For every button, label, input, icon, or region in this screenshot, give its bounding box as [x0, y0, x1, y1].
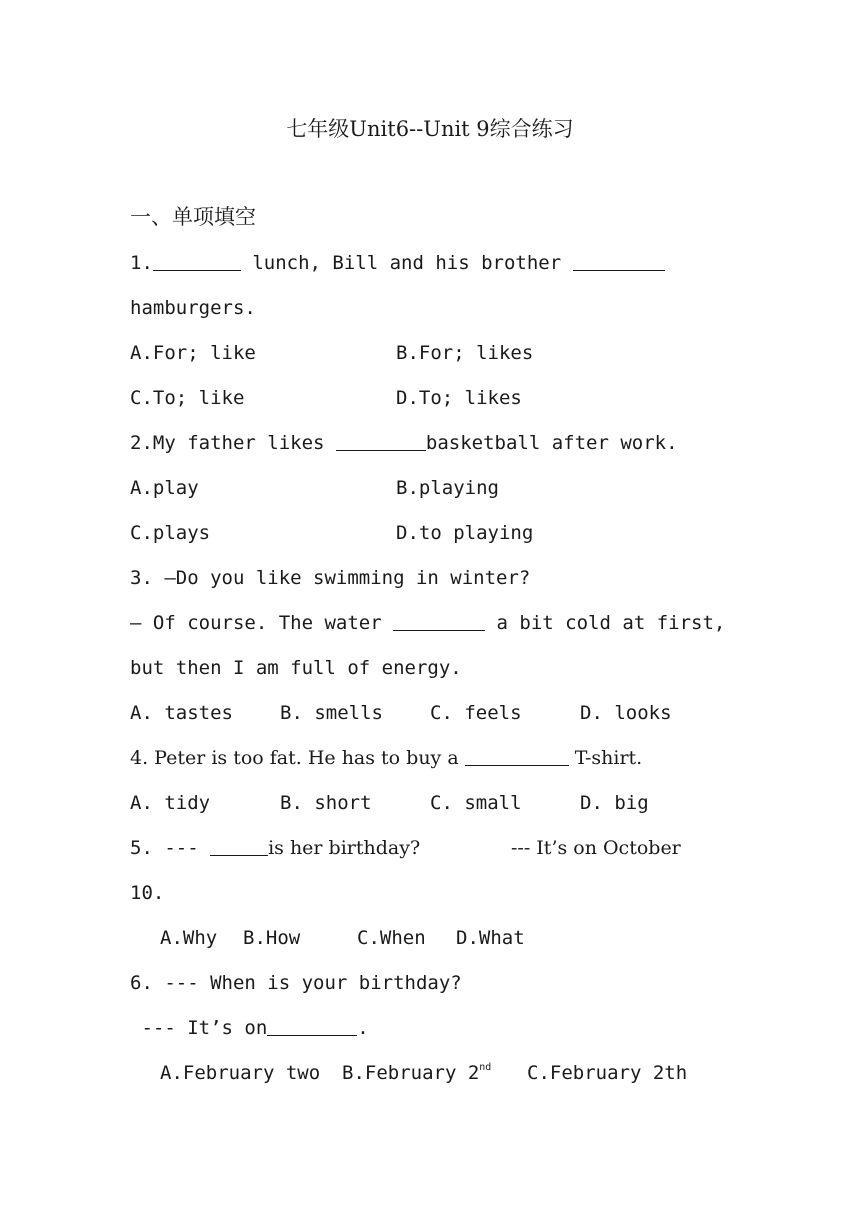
question-6-response — [130, 1015, 369, 1041]
option-d: D. looks — [580, 702, 672, 724]
question-text: 2.My father likes — [130, 432, 336, 454]
option-a: A.Why — [160, 927, 218, 949]
question-5-answer: --- It’s on October — [511, 837, 681, 859]
question-3-continued: but then I am full of energy. — [130, 657, 462, 679]
question-1 — [130, 250, 665, 276]
question-text: 4. Peter is too fat. He has to buy a — [130, 747, 465, 769]
option-b: B. short — [280, 792, 372, 814]
option-c: C.When — [357, 927, 426, 949]
question-6: 6. --- When is your birthday? — [130, 972, 462, 994]
question-text: --- It’s on — [130, 1017, 268, 1039]
option-b — [342, 1060, 491, 1086]
question-text: basketball after work. — [425, 432, 678, 454]
question-text: T-shirt. — [568, 747, 643, 769]
question-5 — [130, 835, 420, 861]
answer-blank — [573, 250, 665, 271]
option-b: B.playing — [396, 477, 499, 499]
question-1-continued: hamburgers. — [130, 297, 256, 319]
option-b: B.How — [243, 927, 301, 949]
question-4 — [130, 745, 642, 771]
answer-blank — [153, 250, 241, 271]
question-text: — Of course. The water — [130, 612, 394, 634]
option-d: D.To; likes — [396, 387, 522, 409]
option-d: D. big — [580, 792, 649, 814]
option-c: C. feels — [430, 702, 522, 724]
option-a: A. tidy — [130, 792, 211, 814]
option-c: C.February 2th — [527, 1062, 688, 1084]
option-text: B.February 2 — [342, 1062, 480, 1084]
option-c: C.To; like — [130, 387, 245, 409]
question-text: is her birthday? — [268, 837, 421, 859]
option-a: A.For; like — [130, 342, 256, 364]
answer-blank — [393, 610, 485, 631]
option-a: A.play — [130, 477, 199, 499]
answer-blank — [465, 745, 569, 766]
question-5-continued: 10. — [130, 882, 165, 904]
question-3-response — [130, 610, 725, 636]
option-c: C.plays — [130, 522, 211, 544]
option-c: C. small — [430, 792, 522, 814]
option-b: B. smells — [280, 702, 383, 724]
question-2 — [130, 430, 678, 456]
answer-blank — [210, 835, 268, 856]
question-text: . — [357, 1017, 369, 1039]
option-a: A.February two — [160, 1062, 321, 1084]
option-a: A. tastes — [130, 702, 233, 724]
answer-blank — [267, 1015, 357, 1036]
option-d: D.What — [456, 927, 525, 949]
question-number: 1. — [130, 252, 153, 274]
page-title: 七年级Unit6--Unit 9综合练习 — [286, 117, 574, 141]
answer-blank — [336, 430, 426, 451]
question-text: 5. --- — [130, 837, 211, 859]
section-heading: 一、单项填空 — [130, 205, 256, 229]
question-text: lunch, Bill and his brother — [240, 252, 573, 274]
option-d: D.to playing — [396, 522, 534, 544]
question-3: 3. —Do you like swimming in winter? — [130, 567, 531, 589]
question-text: a bit cold at first, — [485, 612, 726, 634]
option-b: B.For; likes — [396, 342, 534, 364]
ordinal-suffix: nd — [479, 1062, 492, 1073]
